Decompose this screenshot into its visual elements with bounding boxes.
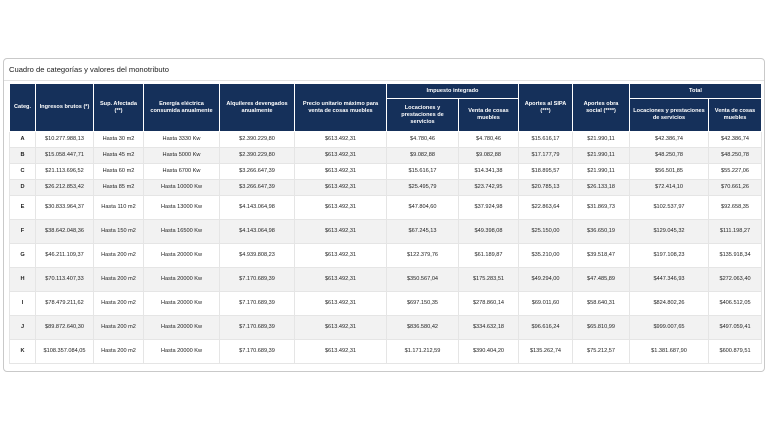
monotributo-card: [3, 58, 765, 372]
cell-categ: I: [10, 292, 36, 316]
cell-alquileres: $3.266.647,39: [220, 164, 295, 180]
cell-alquileres: $7.170.689,39: [220, 268, 295, 292]
cell-tot-venta: $272.063,40: [709, 268, 762, 292]
cell-energia: Hasta 20000 Kw: [144, 316, 220, 340]
cell-tot-locaciones: $56.501,85: [630, 164, 709, 180]
header-obra-social: Aportes obra social (****): [573, 84, 630, 132]
cell-sipa: $15.616,17: [519, 132, 573, 148]
cell-categ: K: [10, 340, 36, 364]
cell-precio: $613.492,31: [295, 148, 387, 164]
cell-sipa: $35.210,00: [519, 244, 573, 268]
cell-obra-social: $31.869,73: [573, 196, 630, 220]
cell-sipa: $135.262,74: [519, 340, 573, 364]
cell-imp-venta: $14.341,38: [459, 164, 519, 180]
cell-categ: E: [10, 196, 36, 220]
header-impuesto-integrado: Impuesto integrado: [387, 84, 519, 99]
cell-superficie: Hasta 150 m2: [94, 220, 144, 244]
cell-ingresos: $108.357.084,05: [36, 340, 94, 364]
table-row: [10, 132, 762, 148]
cell-alquileres: $4.143.064,98: [220, 220, 295, 244]
cell-superficie: Hasta 85 m2: [94, 180, 144, 196]
cell-obra-social: $75.212,57: [573, 340, 630, 364]
cell-imp-locaciones: $15.616,17: [387, 164, 459, 180]
cell-tot-locaciones: $824.802,26: [630, 292, 709, 316]
header-alquileres: Alquileres devengados anualmente: [220, 84, 295, 132]
card-title: Cuadro de categorías y valores del monotributo: [4, 59, 764, 81]
cell-categ: F: [10, 220, 36, 244]
cell-energia: Hasta 3330 Kw: [144, 132, 220, 148]
header-sipa: Aportes al SIPA (***): [519, 84, 573, 132]
cell-ingresos: $30.833.964,37: [36, 196, 94, 220]
cell-tot-venta: $55.227,06: [709, 164, 762, 180]
cell-tot-venta: $42.386,74: [709, 132, 762, 148]
table-row: [10, 316, 762, 340]
cell-energia: Hasta 16500 Kw: [144, 220, 220, 244]
cell-imp-venta: $278.860,14: [459, 292, 519, 316]
cell-obra-social: $21.990,11: [573, 148, 630, 164]
cell-categ: J: [10, 316, 36, 340]
cell-superficie: Hasta 110 m2: [94, 196, 144, 220]
cell-obra-social: $36.650,19: [573, 220, 630, 244]
cell-categ: B: [10, 148, 36, 164]
cell-energia: Hasta 20000 Kw: [144, 340, 220, 364]
cell-tot-venta: $70.661,26: [709, 180, 762, 196]
table-row: [10, 244, 762, 268]
table-row: [10, 180, 762, 196]
cell-tot-locaciones: $48.250,78: [630, 148, 709, 164]
cell-energia: Hasta 20000 Kw: [144, 244, 220, 268]
cell-obra-social: $58.640,31: [573, 292, 630, 316]
header-total: Total: [630, 84, 762, 99]
cell-precio: $613.492,31: [295, 164, 387, 180]
cell-imp-venta: $334.632,18: [459, 316, 519, 340]
cell-sipa: $69.011,60: [519, 292, 573, 316]
cell-imp-locaciones: $67.245,13: [387, 220, 459, 244]
cell-ingresos: $15.058.447,71: [36, 148, 94, 164]
cell-energia: Hasta 5000 Kw: [144, 148, 220, 164]
cell-categ: C: [10, 164, 36, 180]
cell-superficie: Hasta 200 m2: [94, 316, 144, 340]
cell-precio: $613.492,31: [295, 316, 387, 340]
cell-imp-locaciones: $697.150,35: [387, 292, 459, 316]
header-imp-locaciones: Locaciones y prestaciones de servicios: [387, 99, 459, 132]
cell-energia: Hasta 20000 Kw: [144, 268, 220, 292]
cell-energia: Hasta 6700 Kw: [144, 164, 220, 180]
cell-imp-locaciones: $9.082,88: [387, 148, 459, 164]
cell-tot-venta: $600.879,51: [709, 340, 762, 364]
cell-sipa: $96.616,24: [519, 316, 573, 340]
cell-tot-locaciones: $102.537,97: [630, 196, 709, 220]
cell-alquileres: $4.939.808,23: [220, 244, 295, 268]
cell-tot-locaciones: $72.414,10: [630, 180, 709, 196]
cell-superficie: Hasta 45 m2: [94, 148, 144, 164]
cell-sipa: $22.863,64: [519, 196, 573, 220]
cell-alquileres: $7.170.689,39: [220, 316, 295, 340]
cell-imp-venta: $9.082,88: [459, 148, 519, 164]
cell-imp-venta: $49.398,08: [459, 220, 519, 244]
header-tot-locaciones: Locaciones y prestaciones de servicios: [630, 99, 709, 132]
cell-tot-venta: $406.512,05: [709, 292, 762, 316]
table-row: [10, 268, 762, 292]
cell-ingresos: $89.872.640,30: [36, 316, 94, 340]
cell-energia: Hasta 20000 Kw: [144, 292, 220, 316]
cell-energia: Hasta 10000 Kw: [144, 180, 220, 196]
cell-alquileres: $3.266.647,39: [220, 180, 295, 196]
cell-tot-venta: $111.198,27: [709, 220, 762, 244]
cell-obra-social: $21.990,11: [573, 132, 630, 148]
cell-sipa: $49.294,00: [519, 268, 573, 292]
cell-superficie: Hasta 200 m2: [94, 340, 144, 364]
cell-obra-social: $47.485,89: [573, 268, 630, 292]
cell-ingresos: $78.479.211,62: [36, 292, 94, 316]
cell-precio: $613.492,31: [295, 132, 387, 148]
cell-superficie: Hasta 60 m2: [94, 164, 144, 180]
table-row: [10, 148, 762, 164]
cell-sipa: $18.895,57: [519, 164, 573, 180]
cell-superficie: Hasta 200 m2: [94, 244, 144, 268]
cell-precio: $613.492,31: [295, 292, 387, 316]
cell-tot-venta: $135.918,34: [709, 244, 762, 268]
cell-precio: $613.492,31: [295, 196, 387, 220]
header-categ: Categ.: [10, 84, 36, 132]
cell-alquileres: $7.170.689,39: [220, 340, 295, 364]
cell-tot-locaciones: $42.386,74: [630, 132, 709, 148]
cell-tot-venta: $497.059,41: [709, 316, 762, 340]
cell-imp-venta: $175.283,51: [459, 268, 519, 292]
cell-alquileres: $4.143.064,98: [220, 196, 295, 220]
cell-ingresos: $46.211.109,37: [36, 244, 94, 268]
cell-imp-venta: $61.189,87: [459, 244, 519, 268]
cell-precio: $613.492,31: [295, 180, 387, 196]
cell-categ: A: [10, 132, 36, 148]
cell-obra-social: $39.518,47: [573, 244, 630, 268]
cell-sipa: $20.785,13: [519, 180, 573, 196]
cell-imp-locaciones: $4.780,46: [387, 132, 459, 148]
cell-ingresos: $10.277.988,13: [36, 132, 94, 148]
cell-ingresos: $70.113.407,33: [36, 268, 94, 292]
table-row: [10, 220, 762, 244]
header-energia: Energía eléctrica consumida anualmente: [144, 84, 220, 132]
cell-superficie: Hasta 200 m2: [94, 268, 144, 292]
table-row: [10, 340, 762, 364]
cell-categ: D: [10, 180, 36, 196]
cell-energia: Hasta 13000 Kw: [144, 196, 220, 220]
cell-ingresos: $21.113.696,52: [36, 164, 94, 180]
cell-imp-locaciones: $836.580,42: [387, 316, 459, 340]
cell-imp-locaciones: $350.567,04: [387, 268, 459, 292]
cell-imp-venta: $23.742,95: [459, 180, 519, 196]
cell-sipa: $25.150,00: [519, 220, 573, 244]
cell-precio: $613.492,31: [295, 244, 387, 268]
cell-precio: $613.492,31: [295, 268, 387, 292]
cell-tot-locaciones: $1.381.687,90: [630, 340, 709, 364]
cell-categ: H: [10, 268, 36, 292]
cell-imp-locaciones: $25.495,79: [387, 180, 459, 196]
cell-imp-venta: $390.404,20: [459, 340, 519, 364]
cell-tot-locaciones: $447.346,93: [630, 268, 709, 292]
cell-alquileres: $2.390.229,80: [220, 148, 295, 164]
cell-ingresos: $26.212.853,42: [36, 180, 94, 196]
cell-ingresos: $38.642.048,36: [36, 220, 94, 244]
cell-imp-locaciones: $122.379,76: [387, 244, 459, 268]
cell-imp-locaciones: $1.171.212,59: [387, 340, 459, 364]
cell-alquileres: $2.390.229,80: [220, 132, 295, 148]
cell-tot-locaciones: $197.108,23: [630, 244, 709, 268]
header-precio: Precio unitario máximo para venta de cosas muebles: [295, 84, 387, 132]
cell-alquileres: $7.170.689,39: [220, 292, 295, 316]
table-row: [10, 292, 762, 316]
header-tot-venta: Venta de cosas muebles: [709, 99, 762, 132]
monotributo-table: [9, 83, 762, 364]
cell-tot-venta: $92.658,35: [709, 196, 762, 220]
cell-categ: G: [10, 244, 36, 268]
cell-sipa: $17.177,79: [519, 148, 573, 164]
cell-imp-locaciones: $47.804,60: [387, 196, 459, 220]
cell-tot-locaciones: $129.045,32: [630, 220, 709, 244]
cell-precio: $613.492,31: [295, 340, 387, 364]
header-imp-venta: Venta de cosas muebles: [459, 99, 519, 132]
header-superficie: Sup. Afectada (**): [94, 84, 144, 132]
cell-tot-locaciones: $999.007,65: [630, 316, 709, 340]
header-ingresos: Ingresos brutos (*): [36, 84, 94, 132]
table-row: [10, 164, 762, 180]
header-row-top: [10, 84, 762, 99]
cell-obra-social: $26.133,18: [573, 180, 630, 196]
cell-imp-venta: $37.924,98: [459, 196, 519, 220]
cell-tot-venta: $48.250,78: [709, 148, 762, 164]
table-row: [10, 196, 762, 220]
cell-superficie: Hasta 200 m2: [94, 292, 144, 316]
cell-obra-social: $65.810,99: [573, 316, 630, 340]
cell-imp-venta: $4.780,46: [459, 132, 519, 148]
cell-precio: $613.492,31: [295, 220, 387, 244]
cell-superficie: Hasta 30 m2: [94, 132, 144, 148]
cell-obra-social: $21.990,11: [573, 164, 630, 180]
